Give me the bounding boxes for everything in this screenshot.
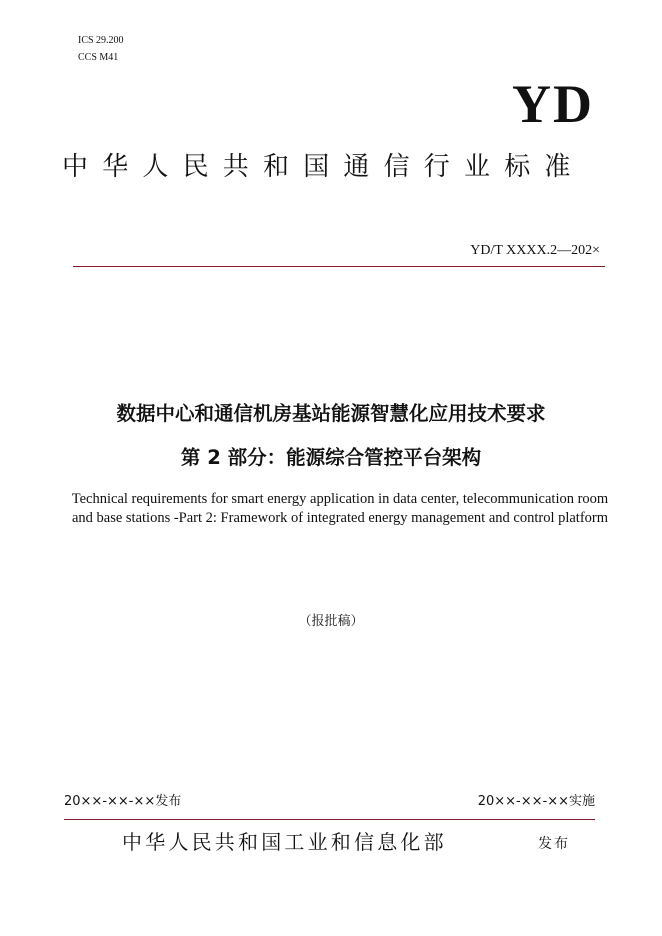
implementation-date: 20××-××-××实施	[477, 794, 595, 809]
issuing-authority: 中华人民共和国工业和信息化部	[122, 830, 447, 854]
top-divider	[73, 266, 605, 267]
title-english: Technical requirements for smart energy application in data center, telecommunication room and base stations -Part 2: Framework of integrated energy management and control platform	[71, 491, 609, 526]
document-number: YD/T XXXX.2—202×	[470, 243, 600, 258]
issuer-suffix: 发布	[538, 836, 570, 852]
publish-date: 20××-××-××发布	[64, 794, 182, 809]
yd-logo: YD	[512, 74, 594, 134]
title-chinese-line-1: 数据中心和通信机房基站能源智慧化应用技术要求	[116, 402, 546, 425]
title-chinese-line-2: 第 2 部分：能源综合管控平台架构	[180, 446, 482, 469]
bottom-divider	[64, 819, 595, 820]
standard-title: 中华人民共和国通信行业标准	[62, 152, 585, 182]
draft-status-note: （报批稿）	[298, 614, 364, 629]
ccs-code: CCS M41	[78, 52, 119, 63]
ics-code: ICS 29.200	[78, 35, 124, 46]
